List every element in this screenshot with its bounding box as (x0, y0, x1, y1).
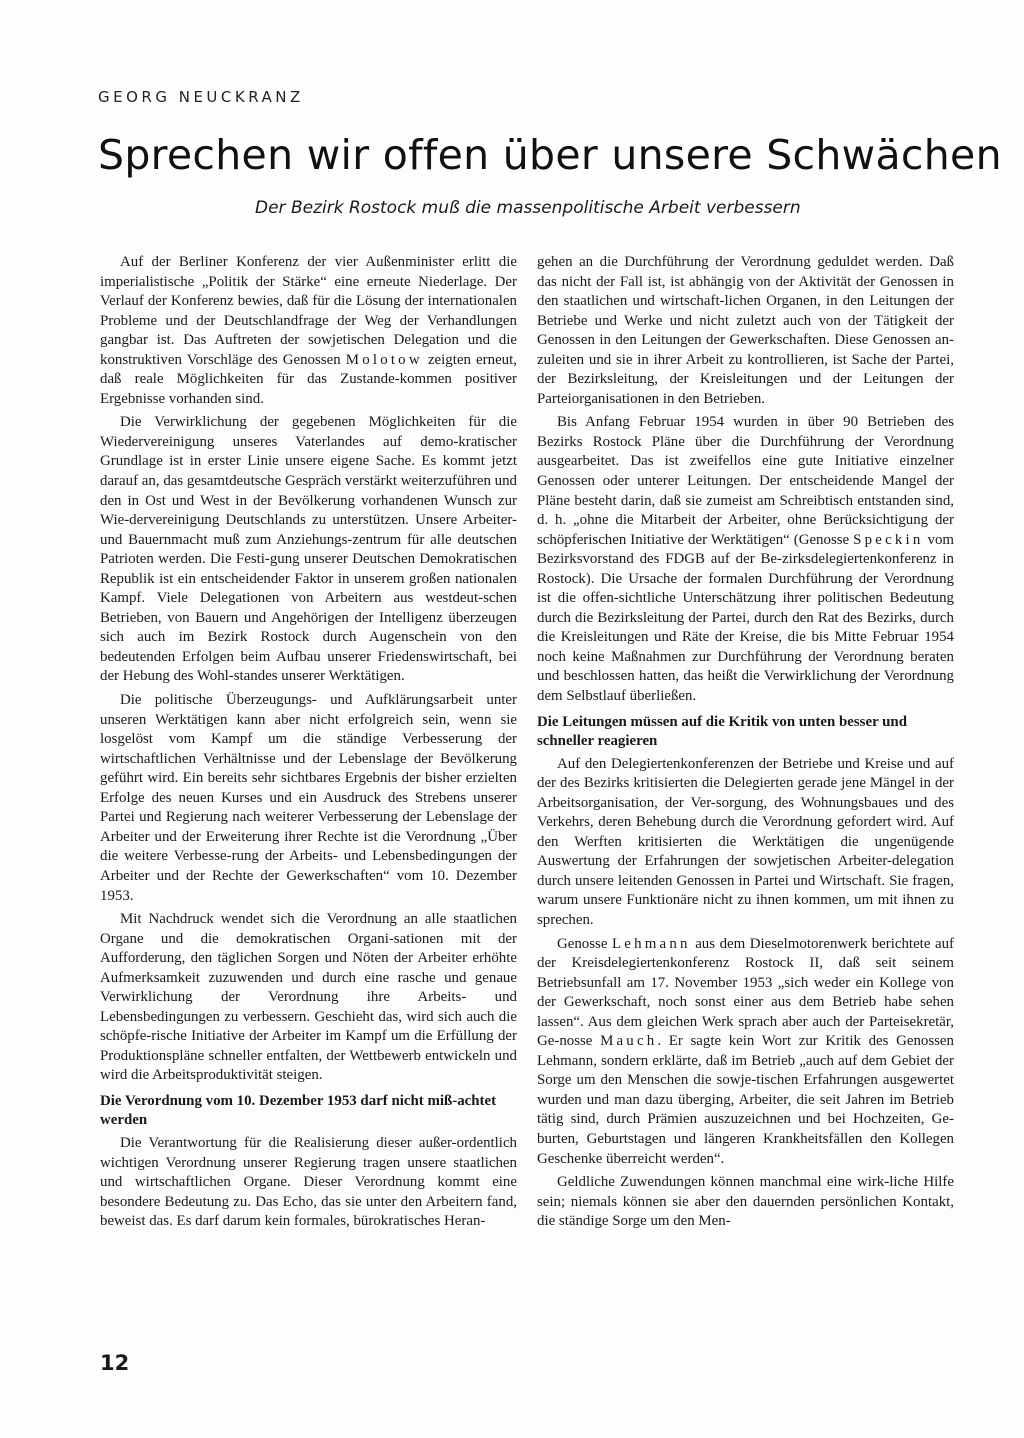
article-subtitle: Der Bezirk Rostock muß die massenpolitische Arbeit verbessern (255, 198, 801, 218)
paragraph: Genosse Lehmann aus dem Dieselmotorenwerk berichtete auf der Kreisdelegiertenkonferenz Rostock II, daß seit seinem Betriebsunfall am 17. November 1953 „sich weder ein Kollege von der Gewerkschaft, noch sonst einer aus dem Betrieb habe sehen lassen“. Aus dem gleichen Werk sprach aber auch der Parteisekretär, Ge-nosse Mauch. Er sagte kein Wort zur Kritik des Genossen Lehmann, sondern erklärte, daß im Betrieb „auch auf dem Gebiet der Sorge um den Menschen die sowje-tischen Erfahrungen ausgewertet wurden und man dazu überging, Arbeiter, die seit Jahren im Betrieb tätig sind, durch Prämien auszuzeichnen und bei Hochzeiten, Ge-burten, Geburtstagen und längeren Krankheitsfällen den Kollegen Geschenke überreicht werden“. (537, 935, 954, 1167)
right-column (537, 253, 954, 1236)
person-name: Speckin (853, 531, 924, 548)
page-number: 12 (100, 1351, 130, 1375)
author-name: GEORG NEUCKRANZ (98, 88, 304, 106)
paragraph: Mit Nachdruck wendet sich die Verordnung an alle staatlichen Organe und die demokratischen Organi-sationen mit der Aufforderung, den täglichen Sorgen und Nöten der Arbeiter erhöhte Aufmerksamkeit zuzuwenden und durch eine rasche und genaue Verwirklichung der Verordnung ihre Arbeits- und Lebensbedingungen zu verbessern. Geschieht das, wird sich auch die schöpfe-rische Initiative der Arbeiter im Kampf um die Erfüllung der Produktionspläne schneller entfalten, der Wettbewerb entwickeln und wird die Arbeitsproduktivität steigen. (100, 911, 517, 1084)
paragraph: Bis Anfang Februar 1954 wurden in über 90 Betrieben des Bezirks Rostock Pläne über die Durchführung der Verordnung ausgearbeitet. Das ist zweifellos eine gute Initiative einzelner Genossen oder unterer Leitungen. Der entscheidende Mangel der Pläne besteht darin, daß sie zumeist am Schreibtisch entstanden sind, d. h. „ohne die Mitarbeit der Arbeiter, ohne Berücksichtigung der schöpferischen Initiative der Werktätigen“ (Genosse Speckin vom Bezirksvorstand des FDGB auf der Be-zirksdelegiertenkonferenz in Rostock). Die Ursache der formalen Durchführung der Verordnung ist die offen-sichtliche Unterschätzung ihrer politischen Bedeutung durch die Bezirksleitung der Partei, durch den Rat des Bezirks, durch die Kreisleitungen und Räte der Kreise, die bis Mitte Februar 1954 noch keine Maßnahmen zur Durchführung der Verordnung beraten und beschlossen hatten, das heißt die Verwirklichung der Verordnung dem Selbstlauf überließen. (537, 414, 954, 705)
paragraph: Auf den Delegiertenkonferenzen der Betriebe und Kreise und auf der des Bezirks kritisierten die Delegierten gerade jene Mängel in der Arbeitsorganisation, der Ver-sorgung, des Wohnungsbaues und des Verkehrs, deren Behebung durch die Verordnung gefordert wird. Auf den Werften kritisierten die Werktätigen die ungenügende Auswertung der Erfahrungen der sowjetischen Arbeiter-delegation durch unsere leitenden Genossen in Partei und Wirtschaft. Sie fragen, warum unsere Funktionäre nicht zu ihnen kommen, um mit ihnen zu sprechen. (537, 755, 954, 928)
left-column (100, 253, 517, 1236)
person-name: Mauch (600, 1033, 658, 1050)
section-heading: Die Leitungen müssen auf die Kritik von unten besser und schneller reagieren (537, 713, 907, 749)
paragraph: Die Verantwortung für die Realisierung dieser außer-ordentlich wichtigen Verordnung unserer Regierung tragen unsere staatlichen und wirtschaftlichen Organe. Dieser Verordnung kommt eine besondere Bedeutung zu. Das Echo, das sie unter den Arbeitern fand, beweist das. Es darf darum kein formales, bürokratisches Heran- (100, 1134, 517, 1230)
paragraph: Die Verwirklichung der gegebenen Möglichkeiten für die Wiedervereinigung unseres Vaterlandes auf demo-kratischer Grundlage ist in erster Linie unsere eigene Sache. Es kommt jetzt darauf an, das gesamtdeutsche Gespräch verstärkt weiterzuführen und den in Ost und West in der Bevölkerung vorhandenen Wunsch zur Wie-dervereinigung Deutschlands zu unterstützen. Unsere Arbeiter- und Bauernmacht muß zum Anziehungs-zentrum für alle deutschen Patrioten werden. Die Festi-gung unserer Deutschen Demokratischen Republik ist ein entscheidender Faktor in unserem großen nationalen Kampf. Viele Delegationen von Arbeitern aus westdeut-schen Betrieben, von Bauern und Angehörigen der Intelligenz überzeugen sich auch im Bezirk Rostock durch Augenschein von den bedeutenden Erfolgen beim Aufbau unserer Friedenswirtschaft, bei der Hebung des Wohl-standes unserer Werktätigen. (100, 414, 517, 685)
paragraph: gehen an die Durchführung der Verordnung geduldet werden. Daß das nicht der Fall ist, ist abhängig von der Aktivität der Genossen in den staatlichen und wirtschaft-lichen Organen, in den Leitungen der Betriebe und Werke und nicht zuletzt auch von der Tätigkeit der Genossen in den Leitungen der Gewerkschaften. Diese Genossen an-zuleiten und sie in ihrer Arbeit zu kontrollieren, ist Sache der Partei, der Bezirksleitung, der Kreisleitungen und der Leitungen der Parteiorganisationen in den Betrieben. (537, 254, 954, 407)
article-title: Sprechen wir offen über unsere Schwächen (98, 131, 1002, 179)
person-name: Lehmann (612, 935, 691, 952)
paragraph: Auf der Berliner Konferenz der vier Außenminister erlitt die imperialistische „Politik der Stärke“ eine erneute Niederlage. Der Verlauf der Konferenz bewies, daß für die Lösung der internationalen Probleme und der Deutschlandfrage der Weg der Verhandlungen gangbar ist. Das Auftreten der sowjetischen Delegation und die konstruktiven Vorschläge des Genossen Molotow zeigten erneut, daß reale Möglichkeiten für das Zustande-kommen positiver Ergebnisse vorhanden sind. (100, 254, 517, 407)
person-name: Molotow (345, 351, 423, 368)
paragraph: Die politische Überzeugungs- und Aufklärungsarbeit unter unseren Werktätigen kann aber nicht erfolgreich sein, wenn sie losgelöst vom Kampf um die ständige Verbesserung der wirtschaftlichen Verhältnisse und der Lebenslage der Bevölkerung geführt wird. Ein bereits sehr sichtbares Ergebnis der bisher erzielten Erfolge des neuen Kurses und ein Ausdruck des Strebens unserer Partei und Regierung nach weiterer Verbesserung der Lebenslage der Arbeiter und der Erweiterung ihrer Rechte ist die Verordnung „Über die weitere Verbesse-rung der Arbeits- und Lebensbedingungen der Arbeiter und der Rechte der Gewerkschaften“ vom 10. Dezember 1953. (100, 692, 517, 904)
paragraph: Geldliche Zuwendungen können manchmal eine wirk-liche Hilfe sein; niemals können sie aber den dauernden persönlichen Kontakt, die ständige Sorge um den Men- (537, 1174, 954, 1230)
section-heading: Die Verordnung vom 10. Dezember 1953 darf nicht miß-achtet werden (100, 1092, 497, 1128)
